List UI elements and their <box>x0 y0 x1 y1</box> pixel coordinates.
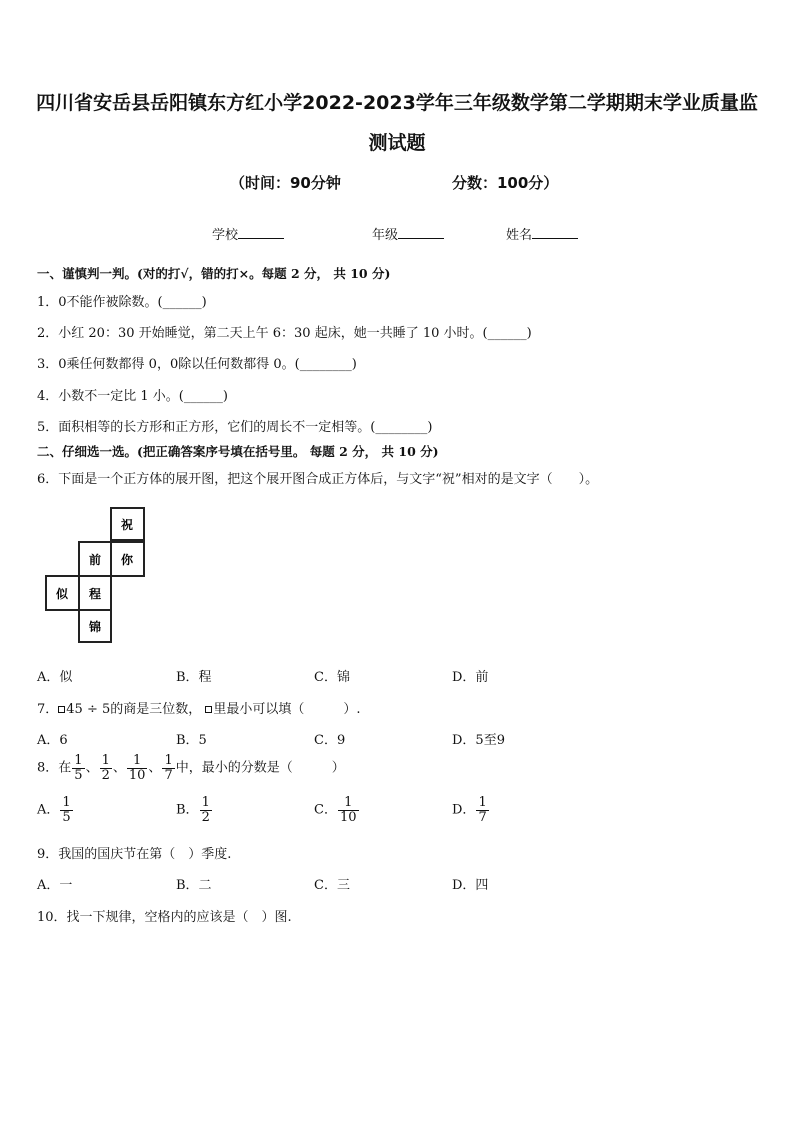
q8-sep: 、 <box>148 760 162 776</box>
net-cell-si <box>46 576 79 610</box>
q8-fraction-1: $\frac{1}{5}$ <box>74 753 83 783</box>
exam-title-line1: 四川省安岳县岳阳镇东方红小学2022-2023学年三年级数学第二学期期末学业质量监 <box>36 92 758 114</box>
q7-option-a[interactable]: A．6 <box>37 733 68 748</box>
q7-option-d[interactable]: D．5至9 <box>452 733 505 748</box>
net-text-jin: 锦 <box>88 620 102 634</box>
q7-option-b[interactable]: B．5 <box>176 733 207 748</box>
q8-fraction-2: $\frac{1}{2}$ <box>101 753 110 783</box>
q7-option-c[interactable]: C．9 <box>314 733 346 748</box>
exam-title-line2: 测试题 <box>368 132 426 154</box>
net-text-cheng: 程 <box>88 587 102 601</box>
q8-stem-tail: 中，最小的分数是（ ） <box>175 760 345 776</box>
q8-fraction-4: $\frac{1}{7}$ <box>164 753 173 783</box>
net-text-zhu: 祝 <box>120 518 134 532</box>
school-label: 学校 <box>212 228 239 243</box>
q8-option-c[interactable]: C． $\frac{1}{10}$ <box>314 795 357 825</box>
grade-field[interactable] <box>372 224 444 243</box>
square-box-icon <box>205 706 212 713</box>
exam-score: 分数：100分） <box>452 174 559 192</box>
question-8 <box>37 754 345 782</box>
q8-sep: 、 <box>85 760 99 776</box>
grade-blank[interactable] <box>398 226 444 239</box>
section1-heading: 一、谨慎判一判。(对的打√，错的打×。每题 2 分， 共 10 分) <box>37 266 391 281</box>
net-cell-ni <box>111 542 144 576</box>
q8-fraction-3: $\frac{1}{10}$ <box>128 753 146 783</box>
q7-number: 7． <box>37 702 59 717</box>
q9-option-c[interactable]: C．三 <box>314 878 350 893</box>
name-label: 姓名 <box>506 228 533 243</box>
question-9: 9．我国的国庆节在第（ ）季度. <box>37 847 232 862</box>
school-field[interactable] <box>212 224 284 243</box>
q9-option-d[interactable]: D．四 <box>452 878 489 893</box>
q8-option-a[interactable]: A． $\frac{1}{5}$ <box>37 795 71 825</box>
q6-option-a[interactable]: A．似 <box>37 670 73 685</box>
net-cell-cheng <box>79 576 111 610</box>
question-7 <box>37 698 361 717</box>
question-3: 3．0乘任何数都得 0，0除以任何数都得 0。(________) <box>37 357 357 372</box>
q8-sep: 、 <box>112 760 126 776</box>
net-cell-qian <box>79 542 111 576</box>
name-blank[interactable] <box>532 226 578 239</box>
q8-number: 8．在 <box>37 760 72 776</box>
question-2: 2．小红 20：30 开始睡觉，第二天上午 6：30 起床，她一共睡了 10 小时。(______) <box>37 326 532 341</box>
q7-stem: 45 ÷ 5的商是三位数， <box>66 702 202 717</box>
q6-option-b[interactable]: B．程 <box>176 670 212 685</box>
section2-heading: 二、仔细选一选。(把正确答案序号填在括号里。 每题 2 分， 共 10 分) <box>37 444 439 459</box>
question-1: 1．0不能作被除数。(______) <box>37 295 207 310</box>
question-6: 6．下面是一个正方体的展开图，把这个展开图合成正方体后，与文字“祝”相对的是文字（ ）。 <box>37 472 599 487</box>
grade-label: 年级 <box>372 228 399 243</box>
square-box-icon <box>58 706 65 713</box>
net-text-qian: 前 <box>88 553 102 567</box>
net-cell-jin <box>79 610 111 642</box>
q6-option-d[interactable]: D．前 <box>452 670 489 685</box>
school-blank[interactable] <box>238 226 284 239</box>
q9-option-a[interactable]: A．一 <box>37 878 73 893</box>
q8-option-d[interactable]: D． $\frac{1}{7}$ <box>452 795 487 825</box>
net-cell-zhu <box>111 508 144 540</box>
name-field[interactable] <box>506 224 578 243</box>
q9-option-b[interactable]: B．二 <box>176 878 212 893</box>
question-5: 5．面积相等的长方形和正方形，它们的周长不一定相等。(________) <box>37 420 433 435</box>
q8-option-b[interactable]: B． $\frac{1}{2}$ <box>176 795 210 825</box>
q6-option-c[interactable]: C．锦 <box>314 670 350 685</box>
net-text-si: 似 <box>55 587 69 601</box>
question-4: 4．小数不一定比 1 小。(______) <box>37 389 228 404</box>
net-text-ni: 你 <box>120 553 134 567</box>
q7-stem-tail: 里最小可以填（ ）. <box>213 702 361 717</box>
question-10: 10．找一下规律，空格内的应该是（ ）图. <box>37 910 292 925</box>
exam-time: （时间：90分钟 <box>230 174 341 192</box>
